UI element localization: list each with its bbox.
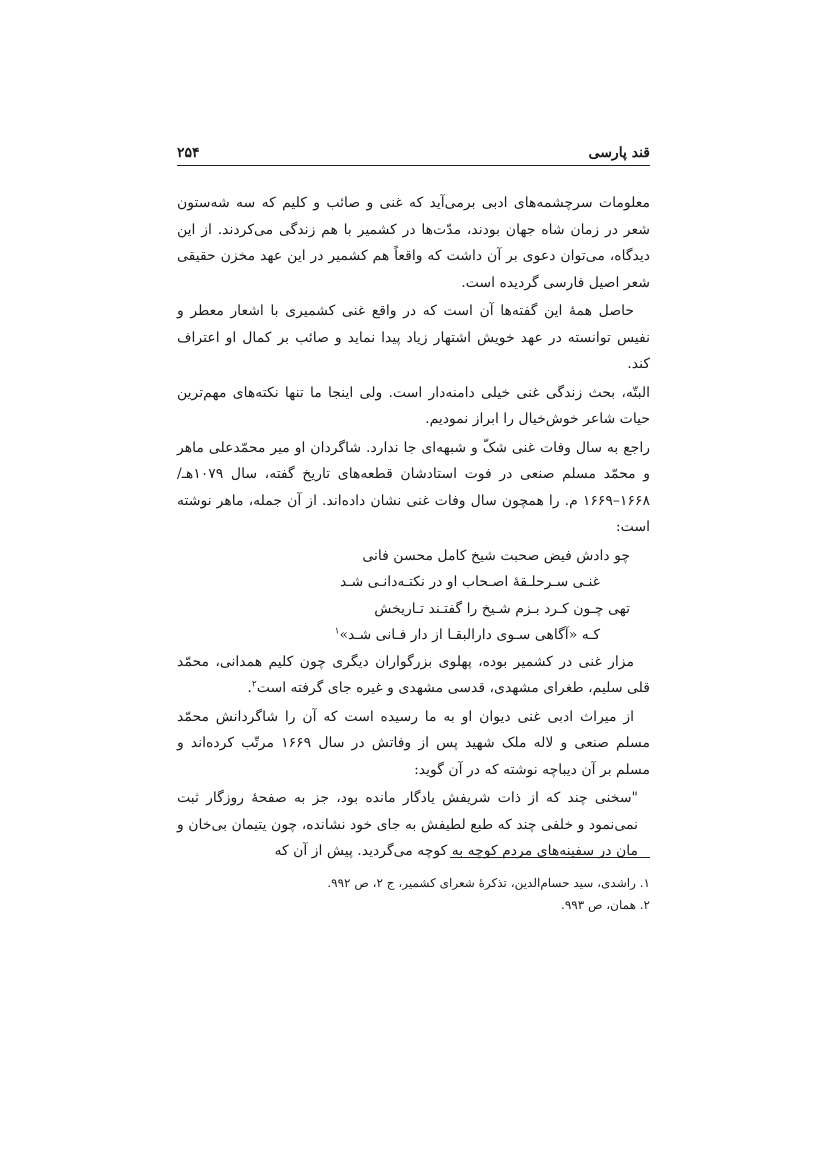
- footnotes: [177, 872, 650, 916]
- body-text: [177, 190, 650, 865]
- running-title: قند پارسی: [588, 145, 650, 161]
- footnote-divider: [450, 857, 650, 858]
- paragraph-5: مزار غنی در کشمیر بوده، پهلوی بزرگواران دیگری چون کلیم همدانی، محمّد قلی سلیم، طغرای مشهدی، قدسی مشهدی و غیره جای گرفته است$^۲$.: [177, 653, 650, 696]
- verse-line-4-text: کـه «آگاهی سـوی دارالبقـا از دار فـانی شـد»: [339, 627, 600, 643]
- paragraph-4: راجع به سال وفات غنی شکّ و شبهه‌ای جا ندارد. شاگردان او میر محمّدعلی ماهر و محمّد مسلم صنعی در فوت استادشان قطعه‌های تاریخ گفته، سال ۱۰۷۹هـ/۱۶۶۸–۱۶۶۹ م. را همچون سال وفات غنی نشان داده‌اند. از آن جمله، ماهر نوشته است:: [177, 439, 650, 535]
- paragraph-5-text: مزار غنی در کشمیر بوده، پهلوی بزرگواران دیگری چون کلیم همدانی، محمّد قلی سلیم، طغرای مشهدی، قدسی مشهدی و غیره جای گرفته است: [177, 653, 650, 696]
- page-number: ۲۵۴: [177, 145, 200, 161]
- footnote-1: ۱. راشدی، سید حسام‌الدین، تذکرهٔ شعرای کشمیر، ج ۲، ص ۹۹۲.: [327, 876, 650, 890]
- verse-line-3: تهی چـون کـرد بـزم شـیخ را گفتـند تـاریخش: [374, 600, 630, 617]
- footnote-2: ۲. همان، ص ۹۹۳.: [561, 898, 650, 912]
- page-header: [177, 140, 650, 166]
- footnote-ref-2: ۲: [251, 679, 257, 690]
- paragraph-6: از میراث ادبی غنی دیوان او به ما رسیده است که آن را شاگردانش محمّد مسلم صنعی و لاله ملک شهید پس از وفاتش در سال ۱۶۶۹ مرتّب کرده‌اند و مسلم بر آن دیباچه نوشته که در آن گوید:: [177, 708, 651, 778]
- paragraph-2: حاصل همهٔ این گفته‌ها آن است که در واقع غنی کشمیری با اشعار معطر و نفیس توانسته در عهد خویش اشتهار زیاد پیدا نماید و صائب بر کمال او اعتراف کند.: [177, 303, 650, 372]
- paragraph-1: معلومات سرچشمه‌های ادبی برمی‌آید که غنی و صائب و کلیم که سه شه‌ستون شعر در زمان شاه جهان بودند، مدّت‌ها در کشمیر با هم زندگی می‌کردند. از این دیدگاه، می‌توان دعوی بر آن داشت که واقعاً هم کشمیر در این عهد مخزن حقیقی شعر اصیل فارسی گردیده است.: [177, 195, 650, 291]
- quoted-passage: "سخنی چند که از ذات شریفش یادگار مانده بود، جز به صفحهٔ روزگار ثبت نمی‌نمود و خلفی چند که طبع لطیفش به جای خود نشانده، چون یتیمان بی‌خان و مان در سفینه‌های مردم کوچه به کوچه می‌گردید. پیش از آن که: [177, 790, 638, 859]
- verse-line-1: چو دادش فیض صحبت شیخ کامل محسن فانی: [362, 547, 630, 564]
- verse-line-4: [177, 622, 650, 649]
- verse-line-2: غنـی سـرحلـقهٔ اصـحاب او در نکتـه‌دانـی شـد: [340, 574, 600, 590]
- footnote-ref-1: ۱: [334, 626, 340, 637]
- paragraph-3: البتّه، بحث زندگی غنی خیلی دامنه‌دار است. ولی اینجا ما تنها نکته‌های مهم‌ترین حیات شاعر خوش‌خیال را ابراز نمودیم.: [177, 384, 650, 427]
